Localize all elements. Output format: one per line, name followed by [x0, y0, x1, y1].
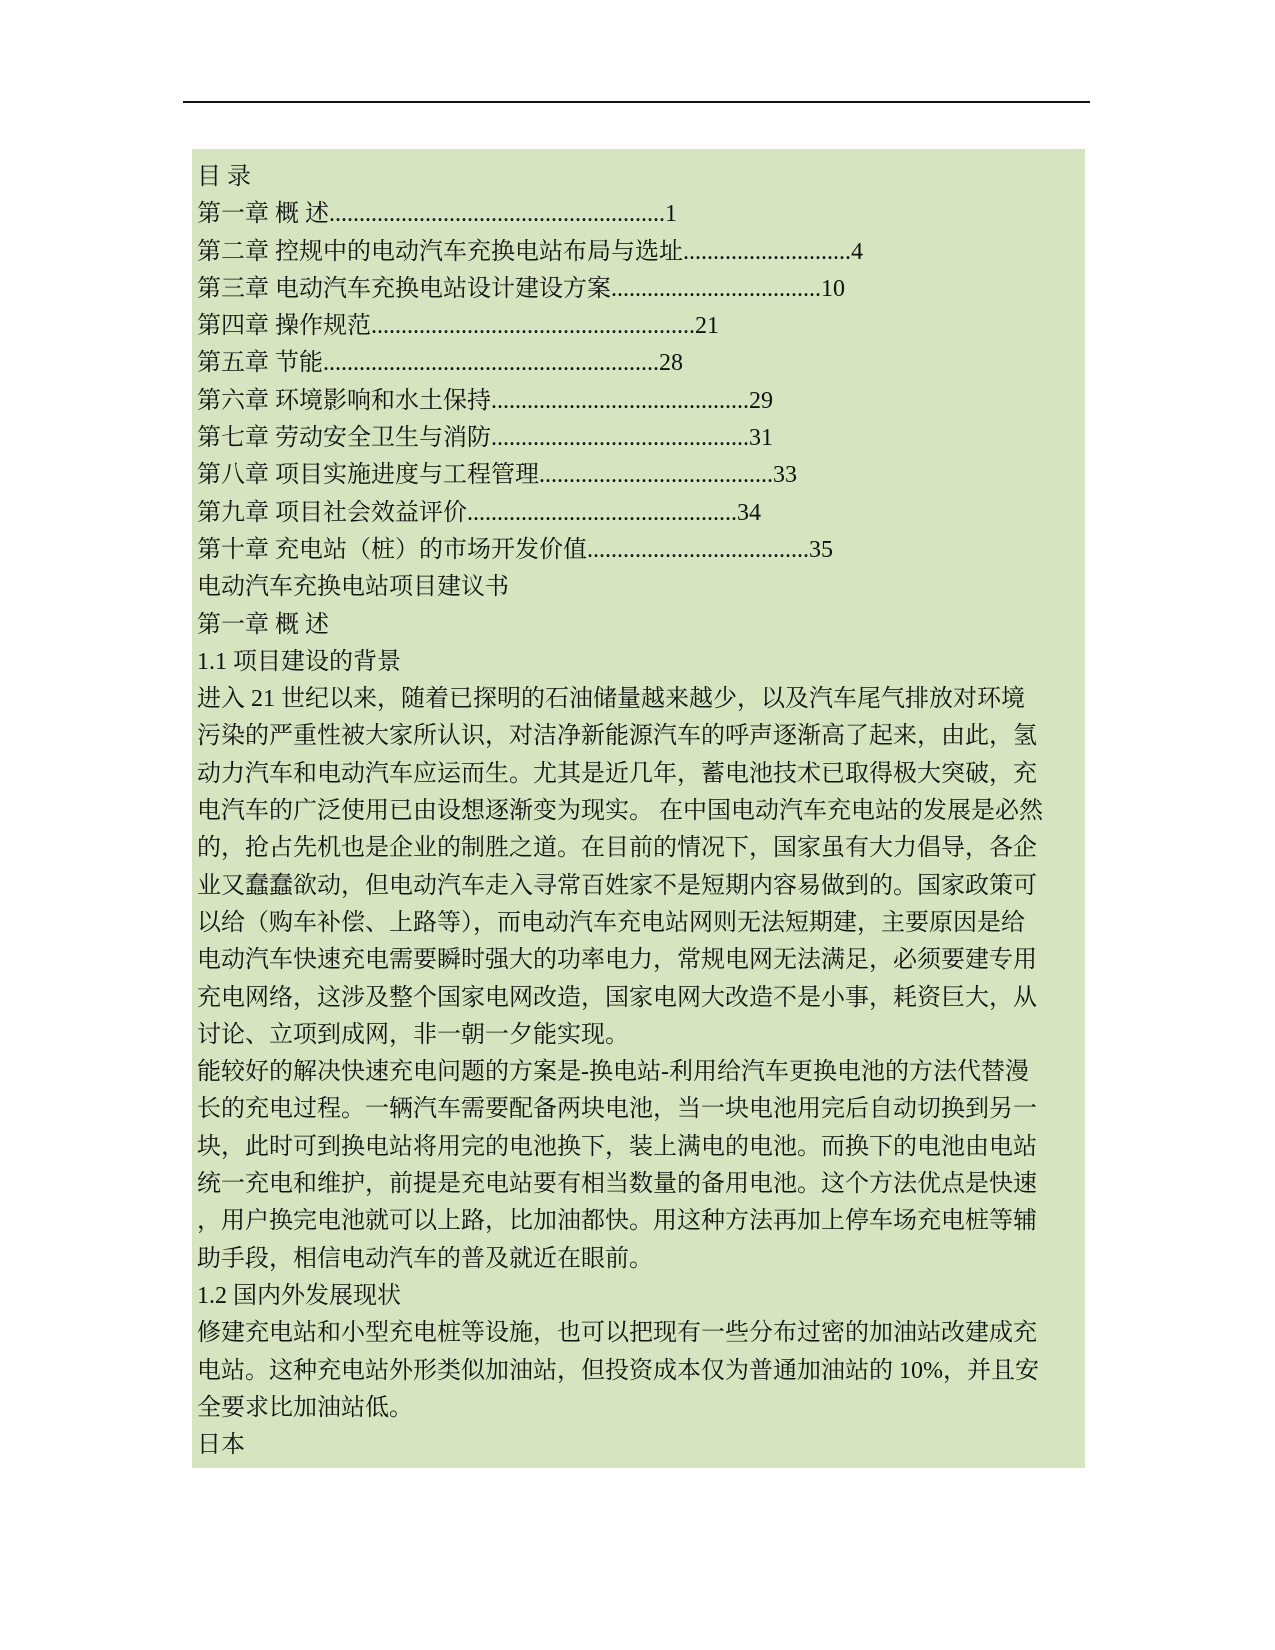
subsection-heading: 日本: [197, 1432, 245, 1459]
document-title: 电动汽车充换电站项目建议书: [197, 574, 509, 601]
paragraph-line: 修建充电站和小型充电桩等设施，也可以把现有一些分布过密的加油站改建成充: [197, 1320, 1037, 1347]
toc-entry-page: 28: [659, 350, 683, 377]
toc-entry-label: 第九章 项目社会效益评价: [197, 499, 467, 526]
chapter-title: 第一章 概 述: [197, 611, 329, 638]
toc-entry-label: 第六章 环境影响和水土保持: [197, 387, 491, 414]
toc-entry[interactable]: [197, 495, 1085, 532]
toc-entry-label: 第三章 电动汽车充换电站设计建设方案: [197, 275, 611, 302]
toc-entry-leader: .............................................: [467, 499, 737, 526]
toc-title: 目 录: [197, 164, 251, 190]
toc-entry[interactable]: [197, 345, 1085, 382]
paragraph-line: 进入 21 世纪以来，随着已探明的石油储量越来越少，以及汽车尾气排放对环境: [197, 686, 1025, 713]
paragraph-line: 电动汽车快速充电需要瞬时强大的功率电力，常规电网无法满足，必须要建专用: [197, 947, 1037, 974]
paragraph: [197, 1054, 1085, 1278]
toc-entry[interactable]: [197, 532, 1085, 569]
toc-entry-leader: ........................................................: [329, 201, 665, 228]
paragraph-line: 动力汽车和电动汽车应运而生。尤其是近几年，蓄电池技术已取得极大突破，充: [197, 760, 1037, 787]
toc-list: [197, 196, 1085, 569]
toc-entry-page: 31: [749, 425, 773, 452]
toc-entry-page: 35: [809, 536, 833, 563]
paragraph-line: 电汽车的广泛使用已由设想逐渐变为现实。 在中国电动汽车充电站的发展是必然: [197, 798, 1043, 825]
toc-entry[interactable]: [197, 457, 1085, 494]
toc-entry[interactable]: [197, 420, 1085, 457]
toc-entry-leader: .......................................: [539, 462, 773, 489]
toc-entry-label: 第五章 节能: [197, 350, 323, 377]
toc-entry-leader: ...........................................: [491, 387, 749, 414]
toc-entry-leader: ...................................: [611, 275, 821, 302]
toc-entry-label: 第七章 劳动安全卫生与消防: [197, 425, 491, 452]
paragraph-line: 助手段，相信电动汽车的普及就近在眼前。: [197, 1245, 653, 1272]
paragraph-line: 块，此时可到换电站将用完的电池换下，装上满电的电池。而换下的电池由电站: [197, 1133, 1037, 1160]
paragraph-line: 长的充电过程。一辆汽车需要配备两块电池，当一块电池用完后自动切换到另一: [197, 1096, 1037, 1123]
header-rule: [183, 101, 1090, 103]
section-heading: 1.1 项目建设的背景: [197, 648, 401, 675]
toc-entry-page: 1: [665, 201, 677, 228]
toc-entry-label: 第二章 控规中的电动汽车充换电站布局与选址: [197, 238, 683, 265]
paragraph-line: 污染的严重性被大家所认识，对洁净新能源汽车的呼声逐渐高了起来，由此，氢: [197, 723, 1037, 750]
paragraph-line: 业又蠢蠢欲动，但电动汽车走入寻常百姓家不是短期内容易做到的。国家政策可: [197, 872, 1037, 899]
toc-entry-label: 第八章 项目实施进度与工程管理: [197, 462, 539, 489]
paragraph-line: 以给（购车补偿、上路等），而电动汽车充电站网则无法短期建，主要原因是给: [197, 909, 1025, 936]
toc-entry-leader: ......................................................: [371, 313, 695, 340]
toc-entry[interactable]: [197, 196, 1085, 233]
paragraph-line: 讨论、立项到成网，非一朝一夕能实现。: [197, 1021, 629, 1048]
paragraph-line: ，用户换完电池就可以上路，比加油都快。用这种方法再加上停车场充电桩等辅: [197, 1208, 1037, 1235]
toc-entry-page: 10: [821, 275, 845, 302]
toc-entry-page: 29: [749, 387, 773, 414]
document-body: [192, 149, 1085, 1468]
toc-entry-label: 第四章 操作规范: [197, 313, 371, 340]
toc-entry-label: 第一章 概 述: [197, 201, 329, 228]
toc-entry-page: 33: [773, 462, 797, 489]
paragraph-line: 的，抢占先机也是企业的制胜之道。在目前的情况下，国家虽有大力倡导，各企: [197, 835, 1037, 862]
paragraph: [197, 681, 1085, 1054]
toc-entry[interactable]: [197, 383, 1085, 420]
paragraph-line: 统一充电和维护，前提是充电站要有相当数量的备用电池。这个方法优点是快速: [197, 1171, 1037, 1198]
toc-entry-leader: ...........................................: [491, 425, 749, 452]
toc-entry-leader: ........................................................: [323, 350, 659, 377]
toc-entry-page: 4: [851, 238, 863, 265]
toc-entry-page: 21: [695, 313, 719, 340]
toc-entry-page: 34: [737, 499, 761, 526]
paragraph-line: 电站。这种充电站外形类似加油站，但投资成本仅为普通加油站的 10%，并且安: [197, 1357, 1039, 1384]
paragraph-line: 全要求比加油站低。: [197, 1394, 413, 1421]
paragraph-line: 充电网络，这涉及整个国家电网改造，国家电网大改造不是小事，耗资巨大，从: [197, 984, 1037, 1011]
toc-entry-leader: ............................: [683, 238, 851, 265]
paragraph: [197, 1315, 1085, 1427]
section-heading: 1.2 国内外发展现状: [197, 1282, 401, 1309]
toc-entry[interactable]: [197, 234, 1085, 271]
toc-entry-label: 第十章 充电站（桩）的市场开发价值: [197, 536, 587, 563]
toc-entry[interactable]: [197, 271, 1085, 308]
toc-entry[interactable]: [197, 308, 1085, 345]
toc-entry-leader: .....................................: [587, 536, 809, 563]
paragraph-line: 能较好的解决快速充电问题的方案是-换电站-利用给汽车更换电池的方法代替漫: [197, 1059, 1029, 1086]
